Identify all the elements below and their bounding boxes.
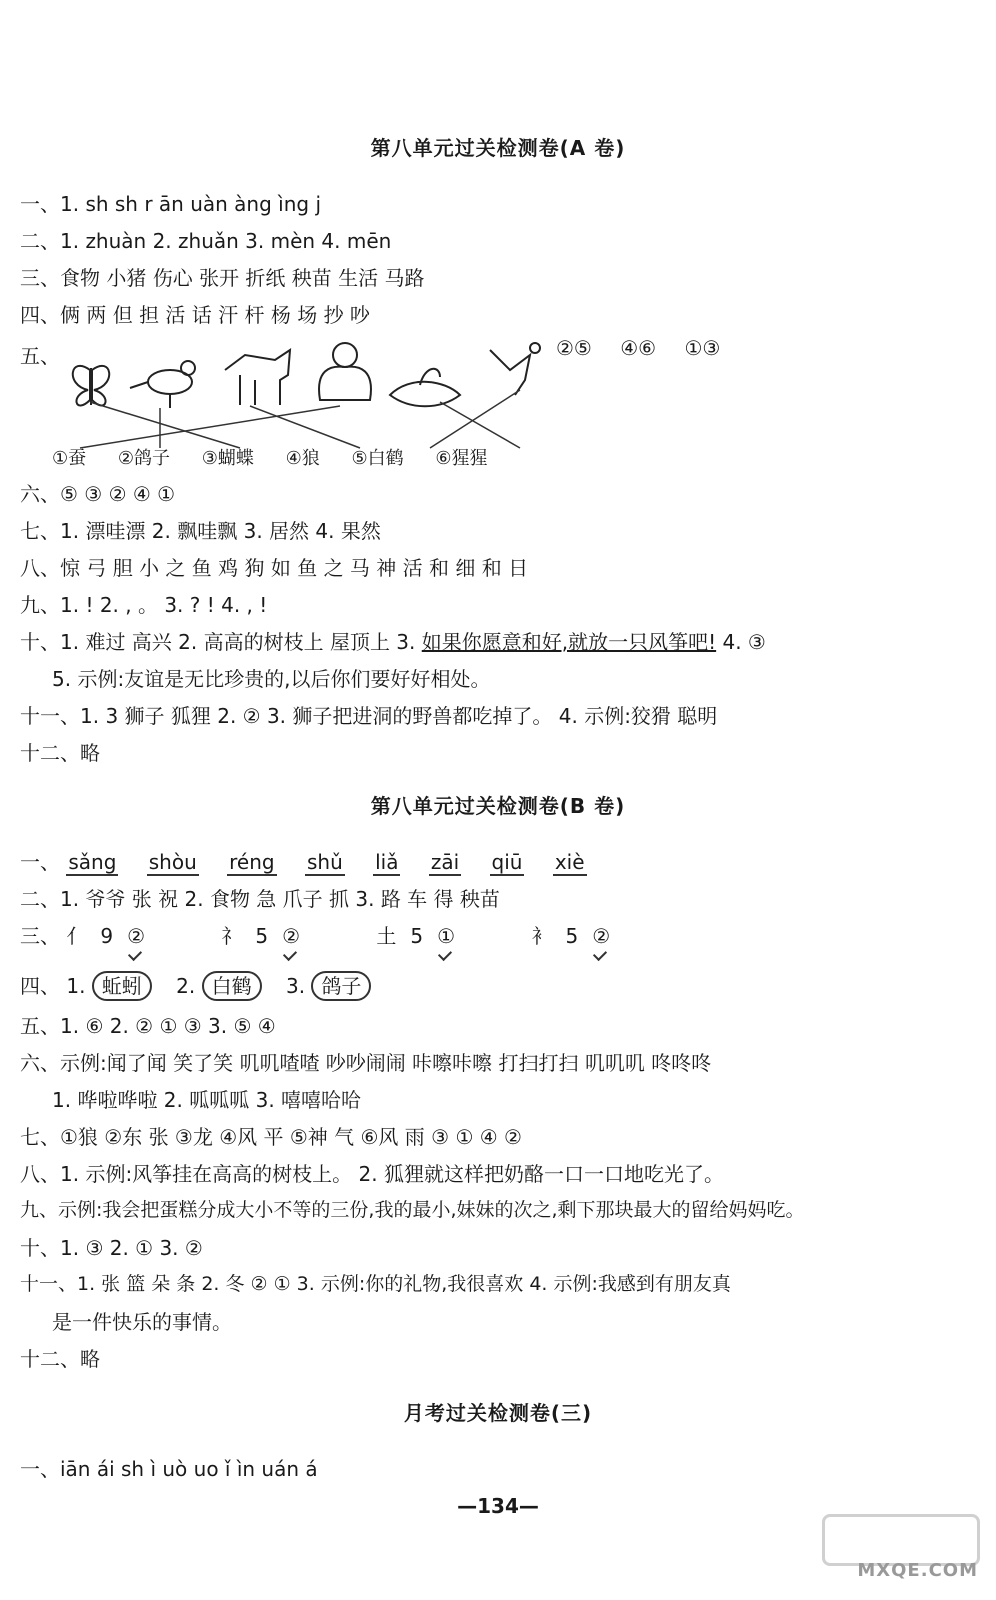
a-q10-underlined: 如果你愿意和好,就放一只风筝吧! [421, 630, 717, 654]
a-q5-prefix: 五、 [20, 344, 60, 368]
circled-word: 白鹤 [202, 971, 262, 1001]
a-q6: 六、⑤ ③ ② ④ ① [20, 482, 176, 506]
crane-icon [490, 343, 540, 395]
a-q5-answer: ④⑥ [620, 336, 657, 360]
c-q1: 一、iān ái sh ì uò uo ǐ ìn uán á [20, 1457, 318, 1481]
b-q3-prefix: 三、 [20, 924, 60, 948]
a-q11: 十一、1. 3 狮子 狐狸 2. ② 3. 狮子把进洞的野兽都吃掉了。 4. 示例:狡猾 聪明 [20, 704, 718, 728]
animal-label: ⑥猩猩 [435, 448, 488, 469]
animal-label: ①蚕 [52, 448, 87, 469]
section-a-title: 第八单元过关检测卷(A 卷) [370, 136, 626, 160]
a-q10-part: 十、1. 难过 高兴 2. 高高的树枝上 屋顶上 3. [20, 630, 422, 654]
animal-label: ②鸽子 [117, 448, 171, 469]
pinyin-answer: liǎ [375, 850, 399, 874]
wolf-icon [225, 350, 290, 405]
section-b-title: 第八单元过关检测卷(B 卷) [370, 794, 626, 818]
butterfly-icon [73, 366, 109, 406]
a-q2: 二、1. zhuàn 2. zhuǎn 3. mèn 4. mēn [20, 229, 392, 253]
pinyin-answer: shòu [148, 850, 197, 874]
circled-word: 蚯蚓 [92, 971, 152, 1001]
item-number: 2. [176, 974, 196, 998]
animal-label: ④狼 [285, 448, 320, 469]
checked-answer: ② [592, 924, 611, 948]
watermark-text: MXQE.COM [857, 1560, 978, 1581]
b-q1-prefix: 一、 [20, 850, 60, 874]
pinyin-answer: réng [229, 850, 275, 874]
checked-answer: ① [437, 924, 456, 948]
b-q9: 九、示例:我会把蛋糕分成大小不等的三份,我的最小,妹妹的次之,剩下那块最大的留给妈妈吃。 [20, 1199, 805, 1221]
b-q10: 十、1. ③ 2. ① 3. ② [20, 1236, 203, 1260]
circled-word: 鸽子 [311, 971, 371, 1001]
stroke-count: 5 [565, 924, 579, 948]
radical: 土 [376, 924, 397, 948]
a-q8: 八、惊 弓 胆 小 之 鱼 鸡 狗 如 鱼 之 马 神 活 和 细 和 日 [20, 556, 529, 580]
section-c-title: 月考过关检测卷(三) [403, 1401, 593, 1425]
silkworm-icon [390, 369, 460, 406]
b-q5: 五、1. ⑥ 2. ② ① ③ 3. ⑤ ④ [20, 1014, 276, 1038]
a-q3: 三、食物 小猪 伤心 张开 折纸 秧苗 生活 马路 [20, 266, 425, 290]
radical: 衤 [531, 924, 552, 948]
b-q3 [20, 920, 610, 949]
a-q1: 一、1. sh sh r ān uàn àng ìng j [20, 192, 322, 216]
pinyin-answer: zāi [430, 850, 460, 874]
animal-label: ③蝴蝶 [201, 448, 254, 469]
a-q10-part: 4. ③ [716, 630, 766, 654]
checked-answer: ② [127, 924, 146, 948]
animal-label: ⑤白鹤 [351, 448, 404, 469]
radical: 亻 [66, 924, 87, 948]
a-q5-labels [52, 444, 514, 470]
b-q6: 六、示例:闻了闻 笑了笑 叽叽喳喳 吵吵闹闹 咔嚓咔嚓 打扫打扫 叽叽叽 咚咚咚 [20, 1051, 712, 1075]
pinyin-answer: shǔ [306, 850, 343, 874]
a-q10 [20, 626, 766, 655]
stroke-count: 5 [255, 924, 269, 948]
pinyin-answer: qiū [491, 850, 523, 874]
item-number: 3. [285, 974, 306, 998]
item-number: 1. [66, 974, 86, 998]
a-q9: 九、1. ! 2. , 。 3. ? ! 4. , ! [20, 593, 268, 617]
pinyin-answer: xiè [554, 850, 585, 874]
a-q5-answer: ①③ [684, 336, 721, 360]
b-q8: 八、1. 示例:风筝挂在高高的树枝上。 2. 狐狸就这样把奶酪一口一口地吃光了。 [20, 1162, 724, 1186]
b-q1 [20, 846, 609, 876]
stroke-count: 5 [410, 924, 424, 948]
gorilla-icon [319, 343, 371, 400]
b-q7: 七、①狼 ②东 张 ③龙 ④风 平 ⑤神 气 ⑥风 雨 ③ ① ④ ② [20, 1125, 522, 1149]
b-q2: 二、1. 爷爷 张 祝 2. 食物 急 爪子 抓 3. 路 车 得 秧苗 [20, 887, 500, 911]
b-q11-line2: 是一件快乐的事情。 [52, 1310, 232, 1334]
page-number: —134— [457, 1494, 539, 1518]
b-q4 [20, 970, 371, 1001]
checked-answer: ② [282, 924, 301, 948]
a-q5-answers [556, 336, 742, 360]
pigeon-icon [130, 361, 195, 408]
radical: 礻 [221, 924, 242, 948]
b-q4-prefix: 四、 [20, 974, 60, 998]
a-q10-line2: 5. 示例:友谊是无比珍贵的,以后你们要好好相处。 [52, 667, 491, 691]
a-q5-answer: ②⑤ [556, 336, 592, 360]
b-q6-line2: 1. 哗啦哗啦 2. 呱呱呱 3. 嘻嘻哈哈 [52, 1088, 362, 1112]
a-q7: 七、1. 漂哇漂 2. 飘哇飘 3. 居然 4. 果然 [20, 519, 381, 543]
pinyin-answer: sǎng [68, 850, 117, 874]
b-q12: 十二、略 [20, 1347, 100, 1371]
a-q4: 四、俩 两 但 担 活 话 汗 杆 杨 场 抄 吵 [20, 303, 370, 327]
a-q12: 十二、略 [20, 741, 100, 765]
b-q11: 十一、1. 张 篮 朵 条 2. 冬 ② ① 3. 示例:你的礼物,我很喜欢 4. 示例:我感到有朋友真 [20, 1273, 731, 1295]
stroke-count: 9 [100, 924, 114, 948]
